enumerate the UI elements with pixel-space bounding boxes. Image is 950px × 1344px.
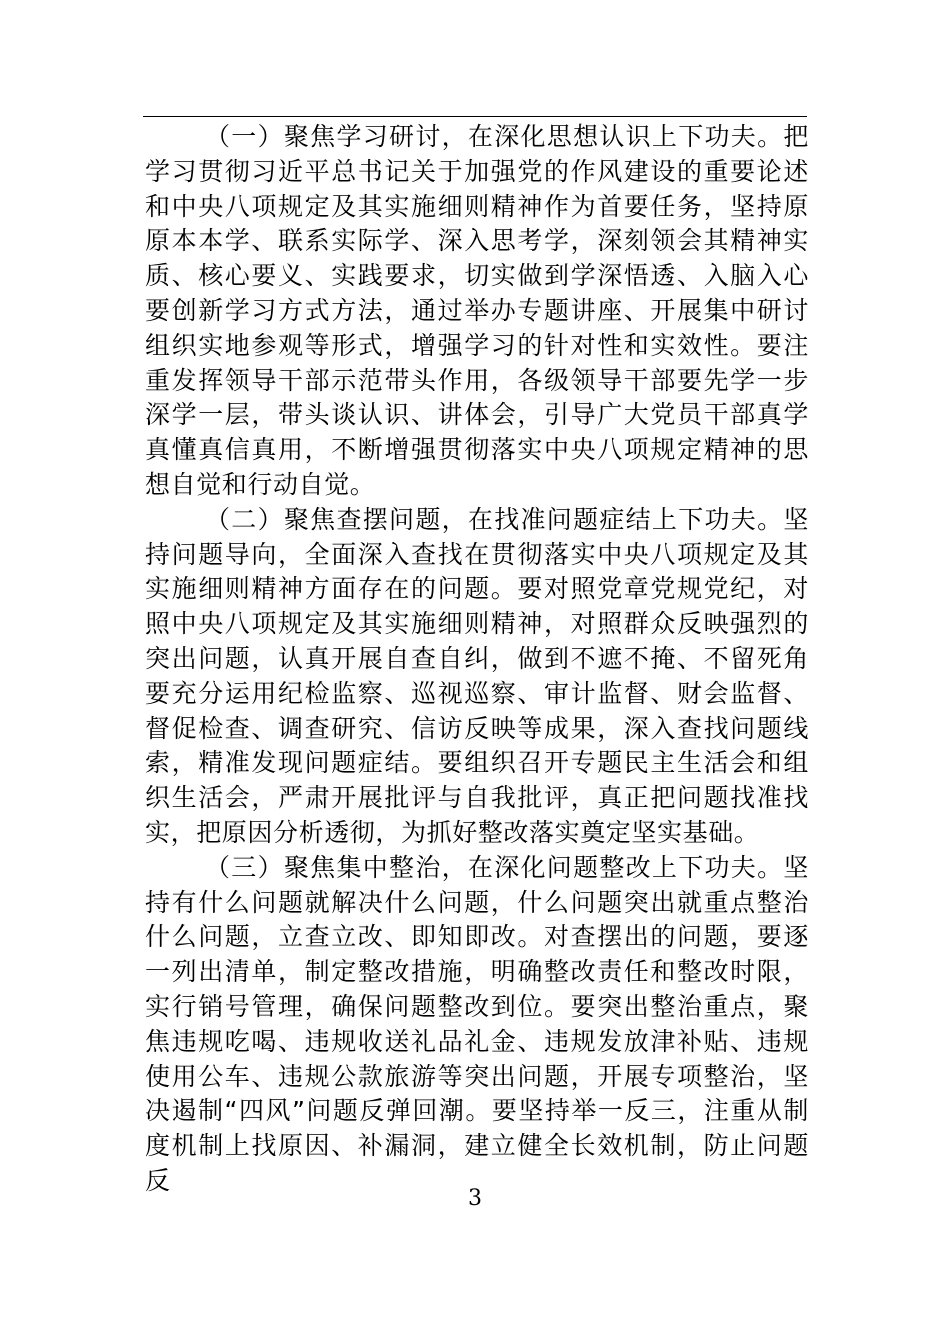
paragraph-centralized-rectification: （三）聚焦集中整治，在深化问题整改上下功夫。坚持有什么问题就解决什么问题，什么问题突出就重点整治什么问题，立查立改、即知即改。对查摆出的问题，要逐一列出清单，制定整改措施，明确整改责任和整改时限，实行销号管理，确保问题整改到位。要突出整治重点，聚焦违规吃喝、违规收送礼品礼金、违规发放津补贴、违规使用公车、违规公款旅游等突出问题，开展专项整治，坚决遏制“四风”问题反弹回潮。要坚持举一反三，注重从制度机制上找原因、补漏洞，建立健全长效机制，防止问题反 bbox=[145, 852, 809, 1195]
paragraph-problem-review: （二）聚焦查摆问题，在找准问题症结上下功夫。坚持问题导向，全面深入查找在贯彻落实中央八项规定及其实施细则精神方面存在的问题。要对照党章党规党纪，对照中央八项规定及其实施细则精神，对照群众反映强烈的突出问题，认真开展自查自纠，做到不遮不掩、不留死角要充分运用纪检监察、巡视巡察、审计监督、财会监督、督促检查、调查研究、信访反映等成果，深入查找问题线索，精准发现问题症结。要组织召开专题民主生活会和组织生活会，严肃开展批评与自我批评，真正把问题找准找实，把原因分析透彻，为抓好整改落实奠定坚实基础。 bbox=[145, 504, 809, 847]
paragraph-study-discussion: （一）聚焦学习研讨，在深化思想认识上下功夫。把学习贯彻习近平总书记关于加强党的作风建设的重要论述和中央八项规定及其实施细则精神作为首要任务，坚持原原本本学、联系实际学、深入思考学，深刻领会其精神实质、核心要义、实践要求，切实做到学深悟透、入脑入心要创新学习方式方法，通过举办专题讲座、开展集中研讨组织实地参观等形式，增强学习的针对性和实效性。要注重发挥领导干部示范带头作用，各级领导干部要先学一步深学一层，带头谈认识、讲体会，引导广大党员干部真学真懂真信真用，不断增强贯彻落实中央八项规定精神的思想自觉和行动自觉。 bbox=[145, 122, 809, 499]
header-rule bbox=[143, 116, 807, 117]
document-body bbox=[145, 120, 809, 1199]
page-number: 3 bbox=[468, 1186, 482, 1211]
